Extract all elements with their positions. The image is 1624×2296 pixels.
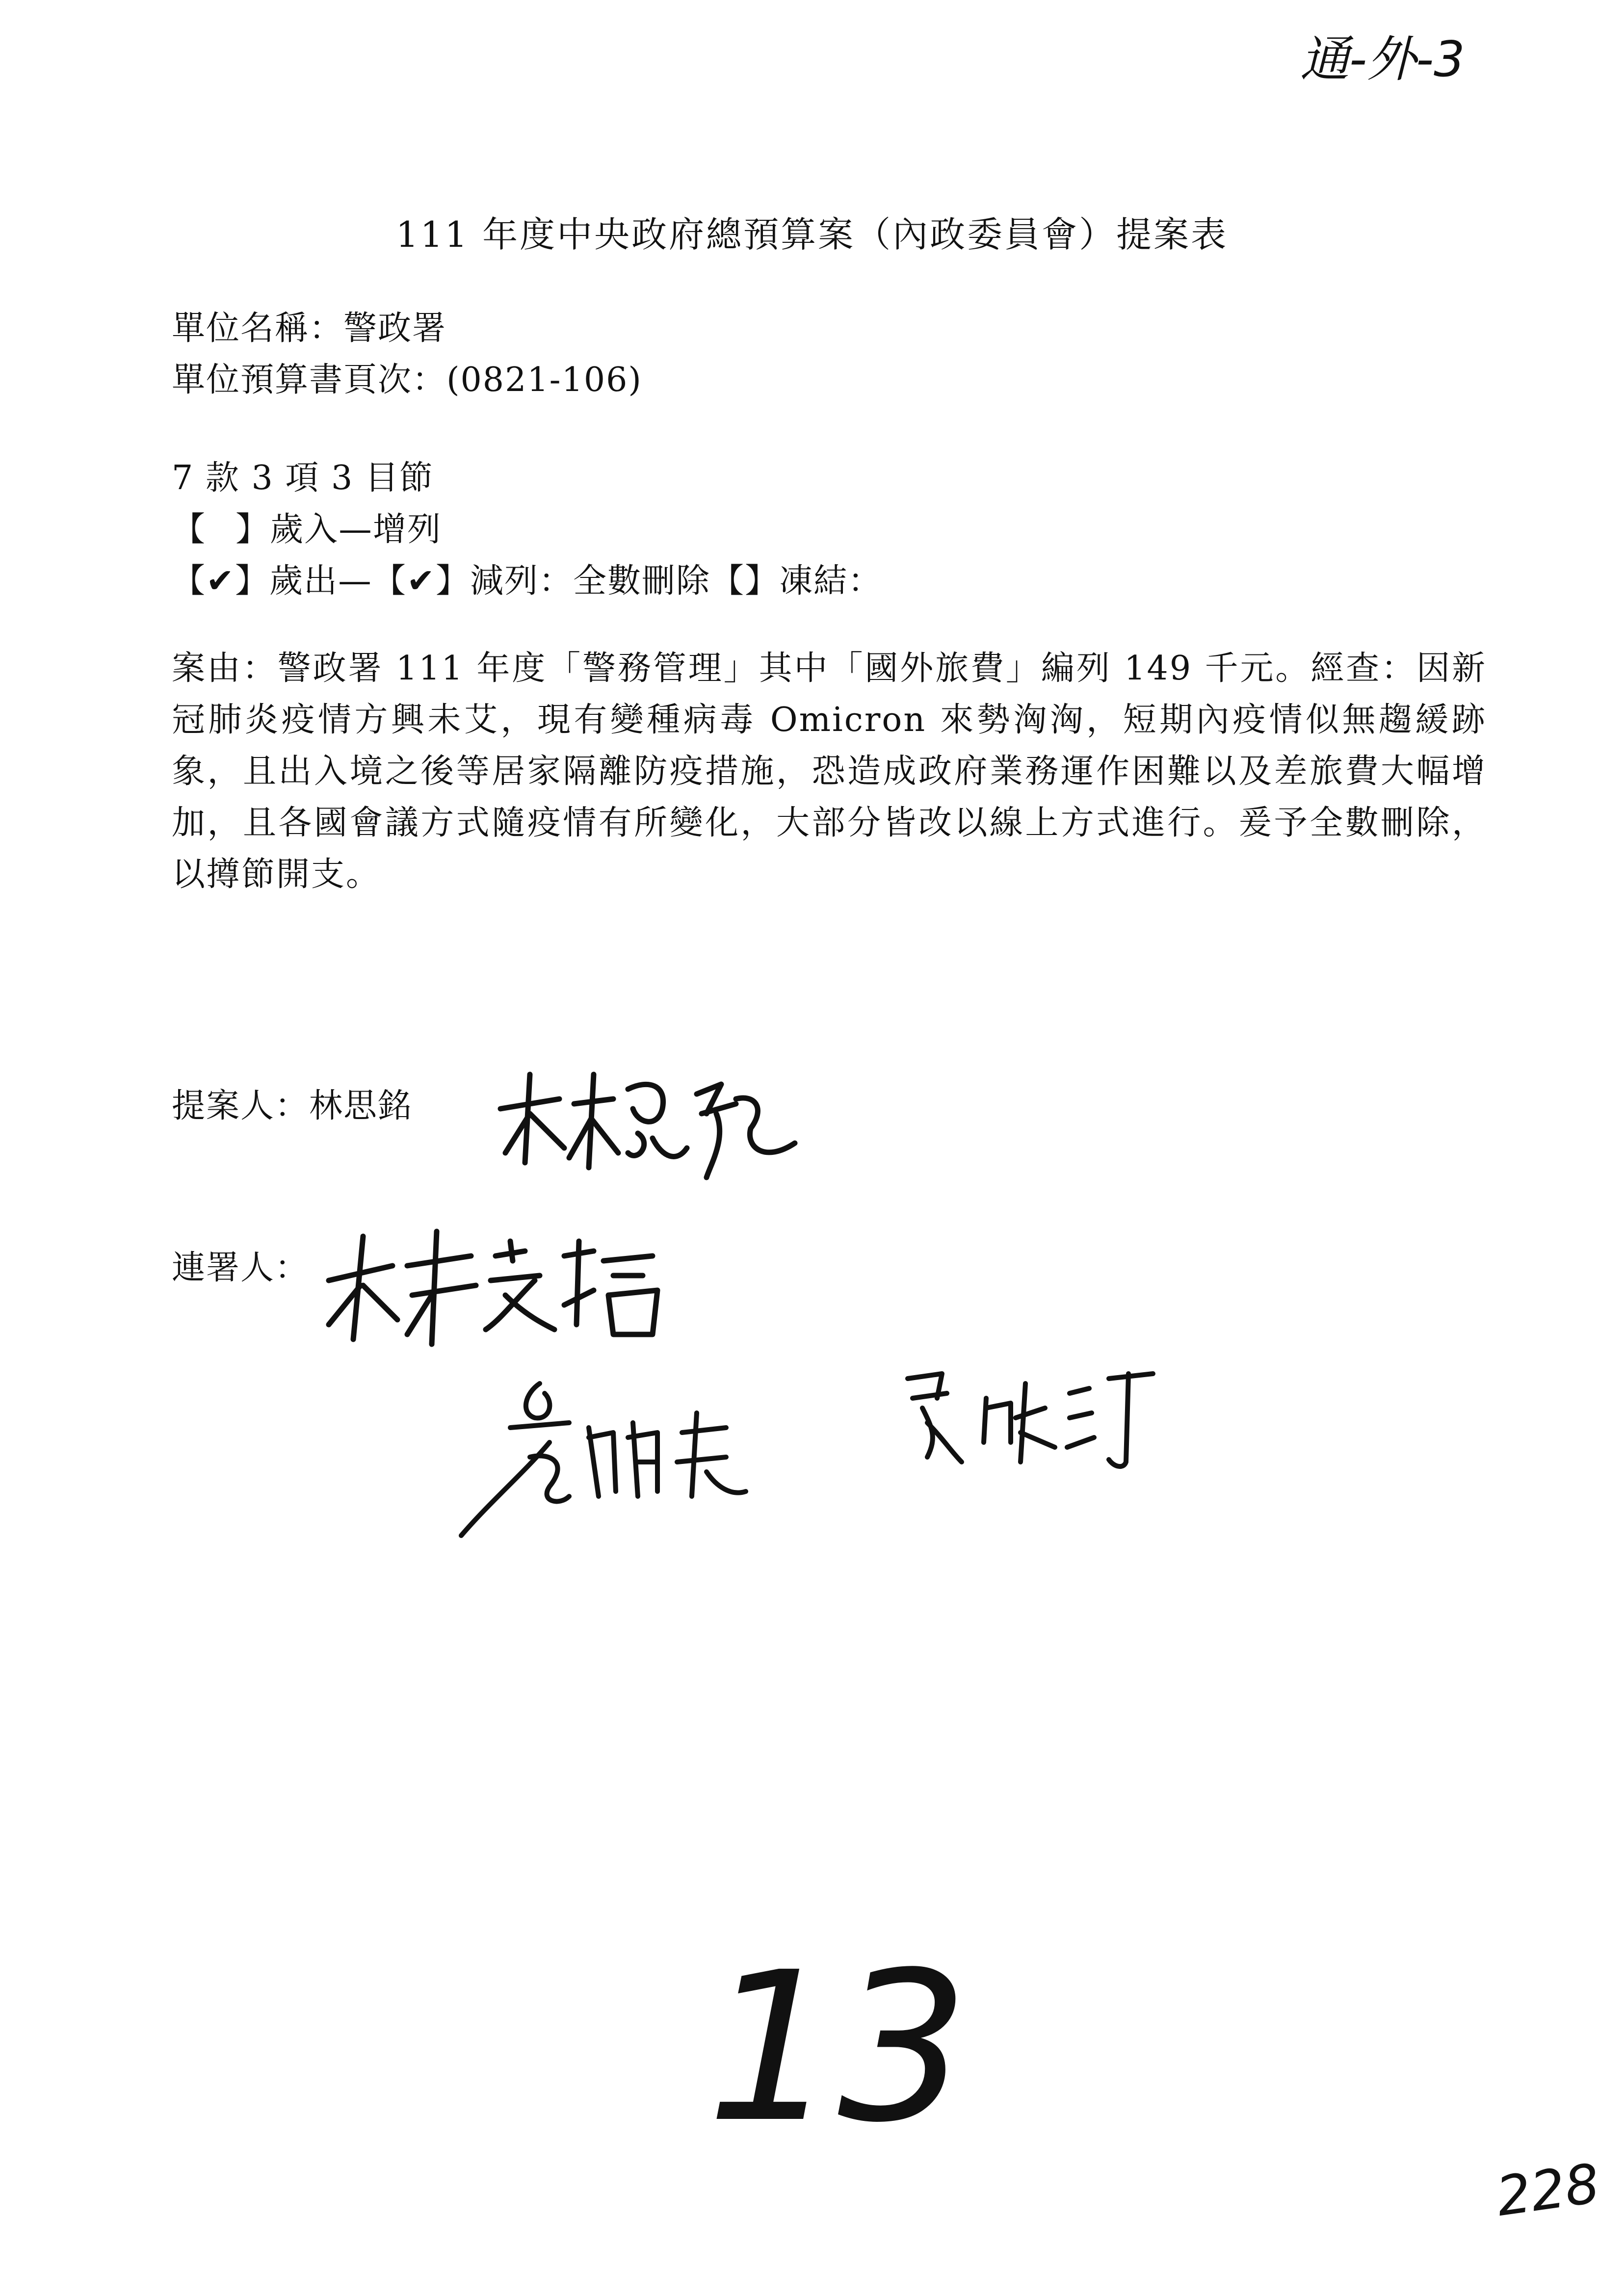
- freeze-text: 凍結：: [779, 562, 883, 600]
- budget-page: (0821-106): [446, 361, 642, 399]
- revenue-bracket-close: 】: [236, 510, 270, 549]
- header-note: 通-外-3: [1300, 30, 1465, 88]
- reason-paragraph: [172, 643, 1487, 900]
- cosigner-signature: [319, 1226, 672, 1354]
- unit-name: 警政署: [343, 309, 447, 348]
- check-icon: ✔: [407, 562, 436, 600]
- handwritten-number: 13: [707, 1928, 969, 2168]
- proposer-name: 林思銘: [309, 1087, 413, 1125]
- reason-label: 案由：: [172, 649, 278, 688]
- proposer-label: 提案人：: [172, 1087, 310, 1125]
- page-title: 111 年度中央政府總預算案（內政委員會）提案表: [395, 214, 1229, 255]
- revenue-text: 歲入—增列: [270, 510, 442, 549]
- revenue-bracket-open: 【: [172, 510, 207, 549]
- cosigner-signature: [451, 1374, 770, 1545]
- expense-text: 歲出—: [269, 562, 373, 600]
- budget-page-label: 單位預算書頁次：: [172, 361, 447, 399]
- proposer-signature: [491, 1065, 810, 1192]
- cosigner-label: 連署人：: [172, 1249, 310, 1287]
- cosigner-signature: [898, 1364, 1173, 1472]
- unit-name-label: 單位名稱：: [172, 309, 344, 348]
- expense-line: 【✔】歲出—【✔】減列：全數刪除【】凍結：: [172, 562, 883, 600]
- reason-text: 警政署 111 年度「警務管理」其中「國外旅費」編列 149 千元。經查：因新冠肺炎疫情方興未艾，現有變種病毒 Omicron 來勢洶洶，短期內疫情似無趨緩跡象，且出入境之後等居家隔離防疫措施，恐造成政府業務運作困難以及差旅費大幅增加，且各國會議方式隨疫情有所變化，大部分皆改以線上方式進行。爰予全數刪除，以撙節開支。: [172, 649, 1487, 894]
- page-note: 228: [1493, 2152, 1603, 2228]
- reduce-text: 減列：全數刪除: [470, 562, 711, 600]
- revenue-line: [172, 503, 442, 550]
- unit-name-row: [172, 302, 446, 349]
- cosigner-row: [172, 1241, 309, 1289]
- freeze-brackets: 【】: [710, 562, 780, 600]
- proposer-row: [172, 1079, 412, 1127]
- check-icon: ✔: [206, 562, 235, 600]
- budget-page-row: [172, 353, 642, 401]
- section-line: 7 款 3 項 3 目節: [172, 459, 434, 497]
